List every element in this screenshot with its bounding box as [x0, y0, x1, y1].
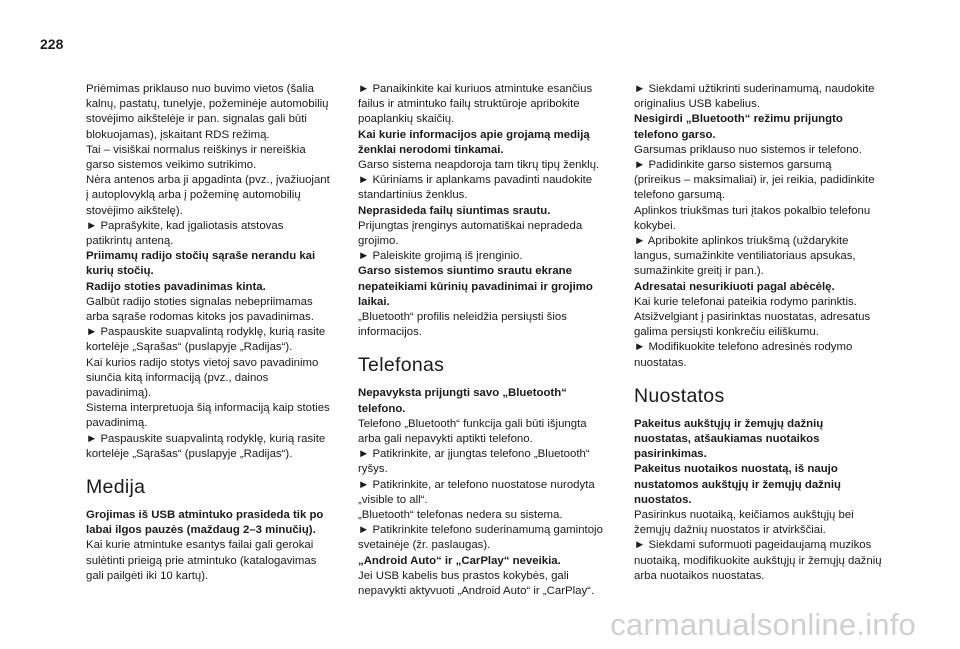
- text-line: svetainėje (žr. paslaugas).: [358, 539, 491, 552]
- text-line: Prijungtas įrenginys automatiškai nepradeda: [358, 219, 583, 232]
- text-line: (prireikus – maksimaliai) ir, jei reikia, padidinkite: [634, 174, 875, 187]
- text-line: Nėra antenos arba ji apgadinta (pvz., įvažiuojant: [86, 174, 330, 187]
- bold-text-line: Pakeitus aukštųjų ir žemųjų dažnių: [634, 417, 824, 430]
- text-line: ► Patikrinkite, ar įjungtas telefono „Bluetooth“: [358, 448, 590, 461]
- bold-text-line: Kai kurie informacijos apie grojamą mediją: [358, 128, 590, 141]
- bold-text-line: pasirinkimas.: [634, 448, 707, 461]
- text-line: pavadinimą).: [86, 387, 152, 400]
- text-line: kokybei.: [634, 219, 676, 232]
- text-line: informacijos.: [358, 326, 422, 339]
- bold-text-line: Priimamų radijo stočių sąraše nerandu kai: [86, 250, 316, 263]
- text-line: ► Patikrinkite telefono suderinamumą gamintojo: [358, 524, 603, 537]
- text-line: Tai – visiškai normalus reiškinys ir nereiškia: [86, 143, 306, 156]
- text-line: žemųjų dažnių nuostatos ir atvirkščiai.: [634, 524, 826, 537]
- text-line: ► Apribokite aplinkos triukšmą (uždarykite: [634, 235, 849, 248]
- bold-text-line: labai ilgos pauzės (maždaug 2–3 minučių).: [86, 524, 316, 537]
- bold-text-line: Radijo stoties pavadinimas kinta.: [86, 280, 266, 293]
- text-line: ► Modifikuokite telefono adresinės rodymo: [634, 341, 853, 354]
- text-line: Aplinkos triukšmas turi įtakos pokalbio telefonu: [634, 204, 871, 217]
- watermark-text: carmanualsonline.info: [610, 607, 916, 642]
- text-line: ► Paprašykite, kad įgaliotasis atstovas: [86, 219, 284, 232]
- text-line: Garsumas priklauso nuo sistemos ir telefono.: [634, 143, 862, 156]
- bold-text-line: Neprasideda failų siuntimas srautu.: [358, 204, 551, 217]
- text-line: poaplankių skaičių.: [358, 113, 455, 126]
- text-line: telefono garsumą.: [634, 189, 726, 202]
- bold-text-line: Nepavyksta prijungti savo „Bluetooth“: [358, 387, 567, 400]
- text-line: stovėjimo aikštelėje ir pan. signalas gali būti: [86, 113, 307, 126]
- text-line: „visible to all“.: [358, 493, 428, 506]
- text-line: Telefono „Bluetooth“ funkcija gali būti išjungta: [358, 417, 587, 430]
- section-heading: Nuostatos: [634, 384, 725, 407]
- bold-text-line: Nesigirdi „Bluetooth“ režimu prijungto: [634, 113, 843, 126]
- text-line: Pasirinkus nuotaiką, keičiamos aukštųjų bei: [634, 509, 854, 522]
- bold-text-line: „Android Auto“ ir „CarPlay“ neveikia.: [358, 554, 561, 567]
- text-line: nuotaiką, modifikuokite aukštųjų ir žemųjų dažnių: [634, 554, 882, 567]
- bold-text-line: Adresatai nesurikiuoti pagal abėcėlę.: [634, 280, 835, 293]
- text-line: Kai kurios radijo stotys vietoj savo pavadinimo: [86, 356, 319, 369]
- text-line: arba gali nepavykti aptikti telefono.: [358, 433, 533, 446]
- text-column-1: [86, 82, 330, 584]
- bold-text-line: nuostatas, atšaukiamas nuotaikos: [634, 433, 820, 446]
- text-line: sulėtinti prieigą prie atmintuko (katalogavimas: [86, 554, 317, 567]
- bold-text-line: Garso sistemos siuntimo srautu ekrane: [358, 265, 572, 278]
- text-line: langus, sumažinkite ventiliatoriaus apsukas,: [634, 250, 856, 263]
- section-heading: Medija: [86, 476, 146, 499]
- text-line: ► Kūriniams ir aplankams pavadinti naudokite: [358, 174, 593, 187]
- text-line: ► Paleiskite grojimą iš įrenginio.: [358, 250, 523, 263]
- text-line: Jei USB kabelis bus prastos kokybės, gali: [358, 569, 569, 582]
- text-line: ► Siekdami suformuoti pageidaujamą muzikos: [634, 539, 872, 552]
- text-line: arba nuotaikos nuostatas.: [634, 569, 765, 582]
- text-line: ► Paspauskite suapvalintą rodyklę, kurią rasite: [86, 432, 326, 445]
- text-line: ► Paspauskite suapvalintą rodyklę, kurią rasite: [86, 326, 326, 339]
- text-line: grojimo.: [358, 235, 399, 248]
- text-line: sumažinkite greitį ir pan.).: [634, 265, 764, 278]
- text-line: „Bluetooth“ profilis neleidžia persiųsti šios: [358, 311, 567, 324]
- text-line: Galbūt radijo stoties signalas nebepriimamas: [86, 295, 313, 308]
- text-column-2: [358, 82, 603, 599]
- bold-text-line: nuostatos.: [634, 493, 692, 506]
- text-line: ► Panaikinkite kai kuriuos atmintuke esančius: [358, 83, 593, 95]
- bold-text-line: nepateikiami kūrinių pavadinimai ir grojimo: [358, 280, 593, 293]
- text-line: Kai kurie atmintuke esantys failai gali gerokai: [86, 539, 314, 552]
- text-column-3: [634, 82, 882, 584]
- section-heading: Telefonas: [358, 354, 445, 377]
- text-line: „Bluetooth“ telefonas nedera su sistema.: [358, 509, 563, 522]
- text-line: blokuojamas), įskaitant RDS režimą.: [86, 128, 270, 141]
- text-line: pavadinimą.: [86, 417, 148, 430]
- text-line: Sistema interpretuoja šią informaciją kaip stoties: [86, 402, 330, 415]
- text-line: ► Siekdami užtikrinti suderinamumą, naudokite: [634, 83, 875, 95]
- text-line: galima persiųsti konkrečiu eiliškumu.: [634, 326, 819, 339]
- text-line: ► Patikrinkite, ar telefono nuostatose nurodyta: [358, 478, 595, 491]
- text-line: Garso sistema neapdoroja tam tikrų tipų ženklų.: [358, 159, 600, 172]
- bold-text-line: telefono.: [358, 402, 406, 415]
- text-line: Priėmimas priklauso nuo buvimo vietos (šalia: [86, 83, 314, 95]
- text-line: nuostatas.: [634, 356, 687, 369]
- bold-text-line: Pakeitus nuotaikos nuostatą, iš naujo: [634, 463, 838, 476]
- page-number: 228: [40, 36, 64, 52]
- bold-text-line: kurių stočių.: [86, 265, 154, 278]
- text-line: ryšys.: [358, 463, 388, 476]
- text-line: stovėjimo aikštelę).: [86, 204, 183, 217]
- text-line: gali pailgėti iki 10 kartų).: [86, 569, 209, 582]
- text-line: garso sistemos veikimo sutrikimo.: [86, 159, 257, 172]
- text-line: standartinius ženklus.: [358, 189, 468, 202]
- text-line: arba sąraše rodomas kitoks jos pavadinimas.: [86, 311, 314, 324]
- text-line: ► Padidinkite garso sistemos garsumą: [634, 159, 832, 172]
- text-line: Atsižvelgiant į pasirinktas nuostatas, adresatus: [634, 311, 871, 324]
- text-line: patikrintų anteną.: [86, 235, 174, 248]
- text-line: originalius USB kabelius.: [634, 98, 760, 111]
- text-line: nepavykti aktyvuoti „Android Auto“ ir „CarPlay“.: [358, 585, 595, 598]
- bold-text-line: Grojimas iš USB atmintuko prasideda tik po: [86, 509, 324, 522]
- text-line: failus ir atmintuko failų struktūroje apribokite: [358, 98, 580, 111]
- text-line: Kai kurie telefonai pateikia rodymo parinktis.: [634, 295, 857, 308]
- text-line: kortelėje „Sąrašas“ (puslapyje „Radijas“).: [86, 341, 293, 354]
- bold-text-line: nustatomos aukštųjų ir žemųjų dažnių: [634, 478, 841, 491]
- text-line: kortelėje „Sąrašas“ (puslapyje „Radijas“).: [86, 447, 293, 460]
- text-line: siunčia kitą informaciją (pvz., dainos: [86, 371, 269, 384]
- text-line: kalnų, pastatų, tunelyje, požeminėje automobilių: [86, 98, 329, 111]
- bold-text-line: laikai.: [358, 295, 390, 308]
- text-line: į autoplovyklą arba į požeminę automobilių: [86, 189, 301, 202]
- bold-text-line: telefono garso.: [634, 128, 716, 141]
- bold-text-line: ženklai nerodomi tinkamai.: [358, 143, 504, 156]
